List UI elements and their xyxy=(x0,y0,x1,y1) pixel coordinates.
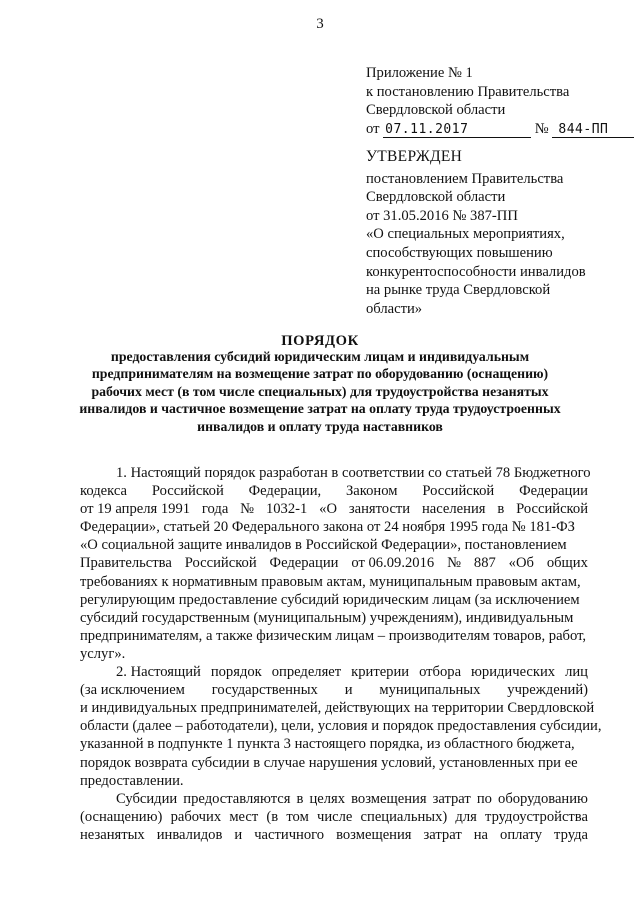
word: возмещения xyxy=(336,826,412,843)
word: юридических xyxy=(471,664,556,681)
word: № xyxy=(240,501,255,518)
word: для xyxy=(455,808,477,825)
word: «О xyxy=(319,501,337,518)
text-line xyxy=(80,500,588,518)
word: инвалидов xyxy=(156,826,223,843)
word: труда xyxy=(554,826,588,843)
word: кодекса xyxy=(80,483,127,500)
number-prefix: № xyxy=(534,120,549,137)
word: от 06.09.2016 xyxy=(351,555,435,572)
text-line xyxy=(80,663,588,681)
word: муниципальных xyxy=(379,682,481,699)
text-line xyxy=(80,790,588,808)
approved-block xyxy=(366,148,636,318)
approved-line: на рынке труда Свердловской xyxy=(366,282,551,299)
word: населения xyxy=(421,501,486,518)
word: отбора xyxy=(419,664,462,681)
text-line: указанной в подпункте 1 пункта 3 настоящего порядка, из областного бюджета, xyxy=(80,736,575,753)
word: Законом xyxy=(345,483,398,500)
subtitle-line: рабочих мест (в том числе специальных) для трудоустройства незанятых xyxy=(91,383,549,399)
word: занятости xyxy=(348,501,411,518)
word: трудоустройства xyxy=(485,808,588,825)
word: частичного xyxy=(254,826,325,843)
word: Федерации xyxy=(269,555,339,572)
word: по xyxy=(476,790,492,807)
word: лиц xyxy=(565,664,588,681)
word: № xyxy=(447,555,461,572)
handwritten-number: 844-ПП xyxy=(552,123,634,138)
word: и xyxy=(234,826,243,843)
appendix-date-line xyxy=(366,120,636,139)
word: 1032-1 xyxy=(265,501,308,518)
word: специальных) xyxy=(360,808,448,825)
word: 887 xyxy=(473,555,496,572)
word: оплату xyxy=(500,826,543,843)
word: года xyxy=(201,501,229,518)
approved-line: способствующих повышению xyxy=(366,244,553,261)
word: Субсидии xyxy=(116,790,178,807)
word: Российской xyxy=(516,501,588,518)
word: мест xyxy=(229,808,259,825)
word: государственных xyxy=(211,682,318,699)
word: (в xyxy=(266,808,279,825)
approved-line: постановлением Правительства xyxy=(366,170,564,187)
page-number: 3 xyxy=(316,16,324,32)
word: предоставляются xyxy=(183,790,291,807)
subtitle-line: инвалидов и частичное возмещение затрат на оплату труда трудоустроенных xyxy=(79,401,561,417)
text-line xyxy=(80,808,588,826)
text-line: 1. Настоящий порядок разработан в соответствии со статьей 78 Бюджетного xyxy=(116,465,591,481)
text-line: Федерации», статьей 20 Федерального закона от 24 ноября 1995 года № 181-ФЗ xyxy=(80,519,575,536)
approved-line: Свердловской области xyxy=(366,189,506,206)
word: том xyxy=(286,808,309,825)
appendix-line: Приложение № 1 xyxy=(366,65,473,81)
document-subtitle xyxy=(70,348,570,435)
appendix-line: к постановлению Правительства xyxy=(366,83,570,100)
word: числе xyxy=(316,808,353,825)
appendix-line: Свердловской области xyxy=(366,102,506,119)
word: (за исключением xyxy=(80,682,185,699)
approved-line: области» xyxy=(366,300,423,317)
word: общих xyxy=(546,555,588,572)
subtitle-line: инвалидов и оплату труда наставников xyxy=(197,418,443,434)
text-line: субсидий государственным (муниципальным) учреждениям), индивидуальным xyxy=(80,609,574,626)
document-title: ПОРЯДОК xyxy=(281,333,359,349)
text-line: области (далее – работодатели), цели, условия и порядок предоставления субсидии, xyxy=(80,718,602,735)
subtitle-line: предоставления субсидий юридическим лицам и индивидуальным xyxy=(110,349,530,364)
word: (оснащению) xyxy=(80,808,163,825)
word: порядок xyxy=(210,664,262,681)
word: целях xyxy=(309,790,346,807)
word: Правительства xyxy=(80,555,172,572)
text-line: предпринимателям, а также физическим лицам – производителям товаров, работ, xyxy=(80,627,587,644)
word: затрат xyxy=(423,826,462,843)
text-line: регулирующим предоставление субсидий юридическим лицам (за исключением xyxy=(80,591,580,608)
text-line xyxy=(80,482,588,500)
word: рабочих xyxy=(170,808,222,825)
word: оборудованию xyxy=(498,790,588,807)
approved-line: «О специальных мероприятиях, xyxy=(366,226,565,243)
text-line: «О социальной защите инвалидов в Российской Федерации», постановлением xyxy=(80,537,567,554)
word: в xyxy=(296,790,304,807)
word: Российской xyxy=(151,483,224,500)
approved-line: от 31.05.2016 № 387-ПП xyxy=(366,207,518,224)
appendix-block xyxy=(366,64,636,138)
subtitle-line: предпринимателям на возмещение затрат по оборудованию (оснащению) xyxy=(91,366,549,382)
text-line xyxy=(80,826,588,844)
word: Российской xyxy=(422,483,495,500)
text-line: предоставлении. xyxy=(80,772,184,789)
text-line: услуг». xyxy=(80,645,126,662)
text-line: порядок возврата субсидии в случае нарушения условий, установленных при ее xyxy=(80,754,578,771)
handwritten-date: 07.11.2017 xyxy=(383,123,531,138)
word: от 19 апреля 1991 xyxy=(80,501,191,518)
text-line xyxy=(80,554,588,572)
word: возмещения xyxy=(351,790,427,807)
word: Федерации, xyxy=(248,483,322,500)
word: в xyxy=(497,501,505,518)
word: на xyxy=(473,826,489,843)
word: Российской xyxy=(184,555,257,572)
date-prefix: от xyxy=(366,120,380,137)
word: затрат xyxy=(432,790,471,807)
approved-heading: УТВЕРЖДЕН xyxy=(366,148,463,165)
word: учреждений) xyxy=(507,682,588,699)
word: незанятых xyxy=(80,826,145,843)
word: Федерации xyxy=(519,483,588,500)
document-body xyxy=(80,464,602,844)
word: и xyxy=(344,682,353,699)
text-line xyxy=(80,681,588,699)
word: 2. Настоящий xyxy=(116,664,201,681)
word: критерии xyxy=(351,664,410,681)
text-line: требованиях к нормативным правовым актам, муниципальным правовым актам, xyxy=(80,573,581,590)
text-line: и индивидуальных предпринимателей, действующих на территории Свердловской xyxy=(80,700,595,717)
approved-line: конкурентоспособности инвалидов xyxy=(366,263,586,280)
word: «Об xyxy=(508,555,534,572)
word: определяет xyxy=(271,664,342,681)
